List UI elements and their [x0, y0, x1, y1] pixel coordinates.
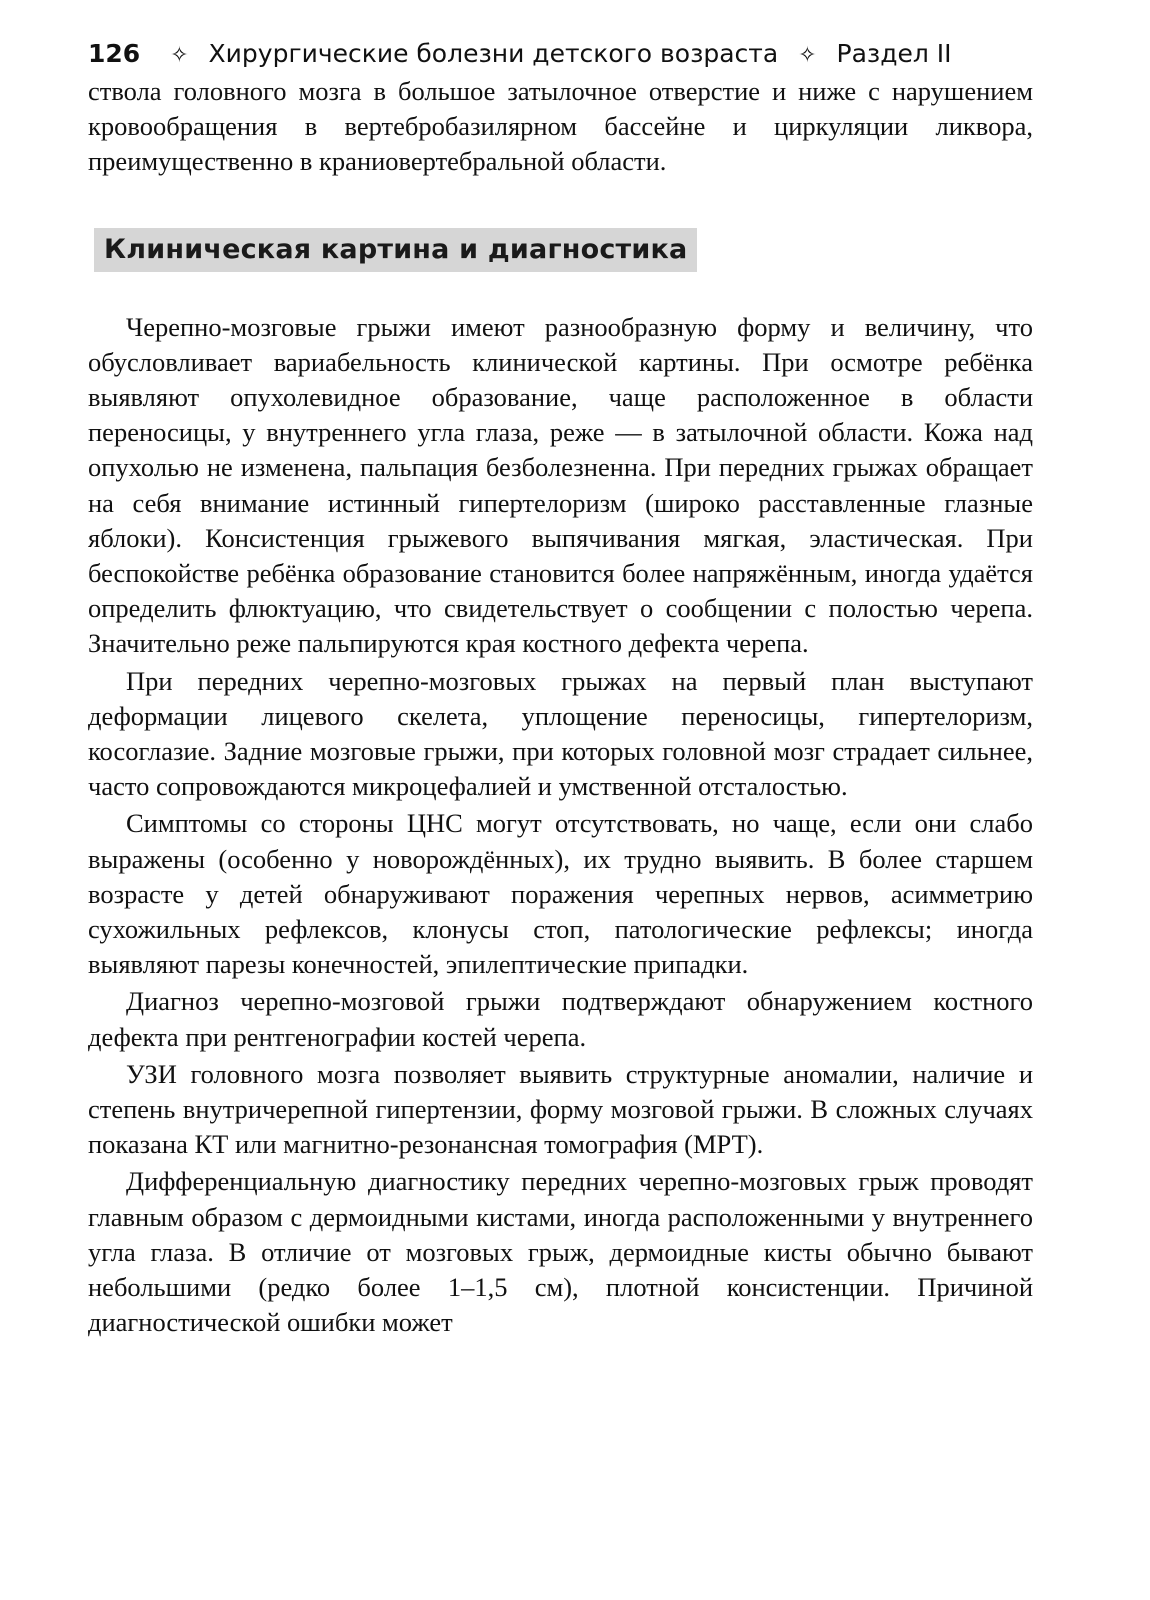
book-page	[88, 34, 1033, 1341]
intro-paragraph: ствола головного мозга в большое затылочное отверстие и ниже с нарушением кровообращения в вертебробазилярном бассейне и циркуляции ликвора, преимущественно в краниовертебральной области.	[88, 76, 1033, 177]
page-body	[88, 74, 1033, 1341]
section-heading: Клиническая картина и диагностика	[94, 228, 697, 272]
page-number: 126	[88, 39, 141, 68]
section-label: Раздел II	[836, 39, 952, 68]
running-head	[88, 34, 1033, 74]
paragraph-clinical-picture: Черепно-мозговые грыжи имеют разнообразную форму и величину, что обусловливает вариабельность клинической картины. При осмотре ребёнка выявляют опухолевидное образование, чаще расположенное в области переносицы, у внутреннего угла глаза, реже — в затылочной области. Кожа над опухолью не изменена, пальпация безболезненна. При передних грыжах обращает на себя внимание истинный гипертелоризм (широко расставленные глазные яблоки). Консистенция грыжевого выпячивания мягкая, эластическая. При беспокойстве ребёнка образование становится более напряжённым, иногда удаётся определить флюктуацию, что свидетельствует о сообщении с полостью черепа. Значительно реже пальпируются края костного дефекта черепа.	[88, 311, 1033, 659]
separator-icon: ✧	[798, 43, 817, 68]
book-title: Хирургические болезни детского возраста	[208, 39, 779, 68]
paragraph-cns-symptoms: Симптомы со стороны ЦНС могут отсутствовать, но чаще, если они слабо выражены (особенно у новорождённых), их трудно выявить. В более старшем возрасте у детей обнаруживают поражения черепных нервов, асимметрию сухожильных рефлексов, клонусы стоп, патологические рефлексы; иногда выявляют парезы конечностей, эпилептические припадки.	[88, 808, 1033, 980]
paragraph-anterior-hernias: При передних черепно-мозговых грыжах на первый план выступают деформации лицевого скелета, уплощение переносицы, гипертелоризм, косоглазие. Задние мозговые грыжи, при которых головной мозг страдает сильнее, часто сопровождаются микроцефалией и умственной отсталостью.	[88, 665, 1033, 802]
separator-icon: ✧	[170, 43, 189, 68]
paragraph-ultrasound: УЗИ головного мозга позволяет выявить структурные аномалии, наличие и степень внутричерепной гипертензии, форму мозговой грыжи. В сложных случаях показана КТ или магнитно-резонансная томография (МРТ).	[88, 1058, 1033, 1160]
paragraph-diagnosis: Диагноз черепно-мозговой грыжи подтверждают обнаружением костного дефекта при рентгенографии костей черепа.	[88, 986, 1033, 1052]
paragraph-differential: Дифференциальную диагностику передних черепно-мозговых грыж проводят главным образом с дермоидными кистами, иногда расположенными у внутреннего угла глаза. В отличие от мозговых грыж, дермоидные кисты обычно бывают небольшими (редко более 1–1,5 см), плотной консистенции. Причиной диагностической ошибки может	[88, 1166, 1033, 1338]
